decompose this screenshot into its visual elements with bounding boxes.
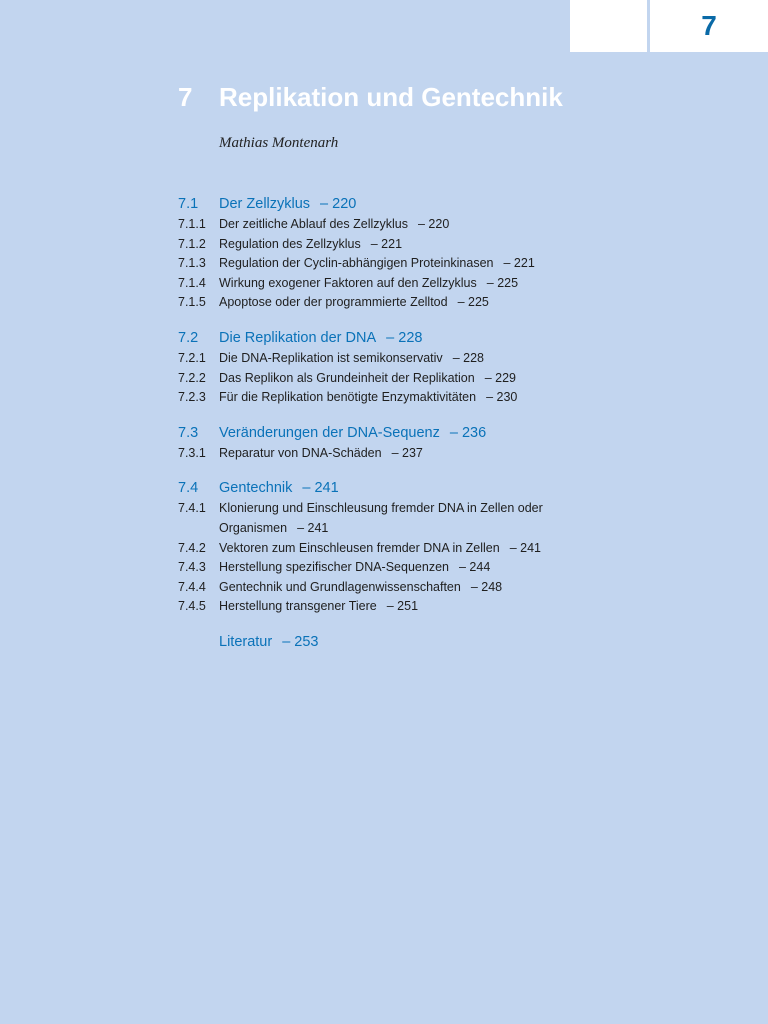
toc-entry[interactable] xyxy=(178,558,618,578)
entry-page: – 225 xyxy=(457,295,489,310)
section-number: 7.2 xyxy=(178,329,199,346)
literature-title: Literatur xyxy=(219,633,273,650)
section-title: Veränderungen der DNA-Sequenz xyxy=(219,424,440,441)
chapter-tab-number: 7 xyxy=(701,10,717,41)
entry-page: – 244 xyxy=(458,560,491,575)
toc-entry[interactable] xyxy=(178,293,618,313)
toc-entry[interactable] xyxy=(178,578,618,598)
entry-page: – 221 xyxy=(503,256,535,271)
entry-number: 7.2.1 xyxy=(178,350,206,365)
toc-entry[interactable] xyxy=(178,597,618,617)
entry-title: Vektoren zum Einschleusen fremder DNA in Zellen xyxy=(219,540,500,555)
entry-number: 7.4.3 xyxy=(178,560,206,575)
toc-section xyxy=(178,422,618,464)
entry-title: Das Replikon als Grundeinheit der Replikation xyxy=(219,370,475,385)
entry-title: Der zeitliche Ablauf des Zellzyklus xyxy=(219,217,408,231)
entry-title: Klonierung und Einschleusung fremder DNA in Zellen oder Organismen xyxy=(219,501,543,535)
chapter-title-text: Replikation und Gentechnik xyxy=(219,82,563,112)
entry-page: – 251 xyxy=(386,599,419,614)
literature-page: – 253 xyxy=(282,633,319,650)
toc-entry[interactable] xyxy=(178,539,618,559)
entry-title: Herstellung spezifischer DNA-Sequenzen xyxy=(219,560,449,575)
section-page: – 220 xyxy=(320,196,357,212)
entry-number: 7.1.5 xyxy=(178,295,206,310)
entry-page: – 228 xyxy=(452,350,484,365)
entry-title: Wirkung exogener Faktoren auf den Zellzyklus xyxy=(219,275,477,290)
entry-title: Für die Replikation benötigte Enzymaktivitäten xyxy=(219,390,477,405)
entry-page: – 241 xyxy=(297,520,329,535)
chapter-title xyxy=(178,82,563,113)
entry-number: 7.1.4 xyxy=(178,275,206,290)
toc-entry[interactable] xyxy=(178,444,618,464)
toc-entry[interactable] xyxy=(178,369,618,389)
chapter-number: 7 xyxy=(178,82,193,112)
entry-page: – 220 xyxy=(417,217,450,231)
section-page: – 236 xyxy=(449,424,487,441)
toc-entry[interactable] xyxy=(178,235,618,255)
chapter-author: Mathias Montenarh xyxy=(219,135,339,151)
entry-title: Die DNA-Replikation ist semikonservativ xyxy=(219,350,443,365)
entry-page: – 248 xyxy=(470,579,503,594)
section-page: – 241 xyxy=(302,480,339,497)
entry-number: 7.3.1 xyxy=(178,445,206,460)
section-number: 7.1 xyxy=(178,196,199,212)
toc-section-heading[interactable] xyxy=(178,422,618,444)
section-number: 7.4 xyxy=(178,480,199,497)
entry-title: Regulation der Cyclin-abhängigen Proteinkinasen xyxy=(219,256,494,271)
entry-title: Reparatur von DNA-Schäden xyxy=(219,445,382,460)
entry-page: – 221 xyxy=(370,236,403,251)
toc-literature[interactable] xyxy=(178,631,618,653)
entry-number: 7.1.2 xyxy=(178,236,206,251)
toc-section-heading[interactable] xyxy=(178,193,618,215)
toc-section xyxy=(178,477,618,617)
section-title: Die Replikation der DNA xyxy=(219,329,377,346)
entry-number: 7.4.5 xyxy=(178,599,206,614)
entry-page: – 225 xyxy=(486,275,519,290)
toc-section-heading[interactable] xyxy=(178,327,618,349)
entry-title: Gentechnik und Grundlagenwissenschaften xyxy=(219,579,461,594)
section-page: – 228 xyxy=(386,329,423,346)
entry-number: 7.1.1 xyxy=(178,217,206,231)
toc-section-heading[interactable] xyxy=(178,477,618,499)
entry-page: – 237 xyxy=(391,445,423,460)
toc-entry[interactable] xyxy=(178,499,618,538)
section-number: 7.3 xyxy=(178,424,199,441)
chapter-tab-blank xyxy=(570,0,647,52)
toc-section xyxy=(178,193,618,313)
entry-page: – 229 xyxy=(484,370,516,385)
table-of-contents xyxy=(178,193,618,653)
entry-title: Regulation des Zellzyklus xyxy=(219,236,361,251)
entry-title: Herstellung transgener Tiere xyxy=(219,599,377,614)
toc-entry[interactable] xyxy=(178,388,618,408)
entry-page: – 241 xyxy=(509,540,541,555)
toc-entry[interactable] xyxy=(178,274,618,294)
section-title: Gentechnik xyxy=(219,480,293,497)
toc-entry[interactable] xyxy=(178,254,618,274)
entry-number: 7.4.1 xyxy=(178,501,206,516)
entry-title: Apoptose oder der programmierte Zelltod xyxy=(219,295,448,310)
entry-number: 7.2.2 xyxy=(178,370,206,385)
entry-page: – 230 xyxy=(486,390,518,405)
entry-number: 7.1.3 xyxy=(178,256,206,271)
toc-entry[interactable] xyxy=(178,215,618,235)
section-title: Der Zellzyklus xyxy=(219,196,311,212)
entry-number: 7.4.2 xyxy=(178,540,206,555)
toc-section xyxy=(178,327,618,408)
chapter-tab xyxy=(650,0,768,52)
entry-number: 7.4.4 xyxy=(178,579,206,594)
toc-entry[interactable] xyxy=(178,349,618,369)
entry-number: 7.2.3 xyxy=(178,390,206,405)
